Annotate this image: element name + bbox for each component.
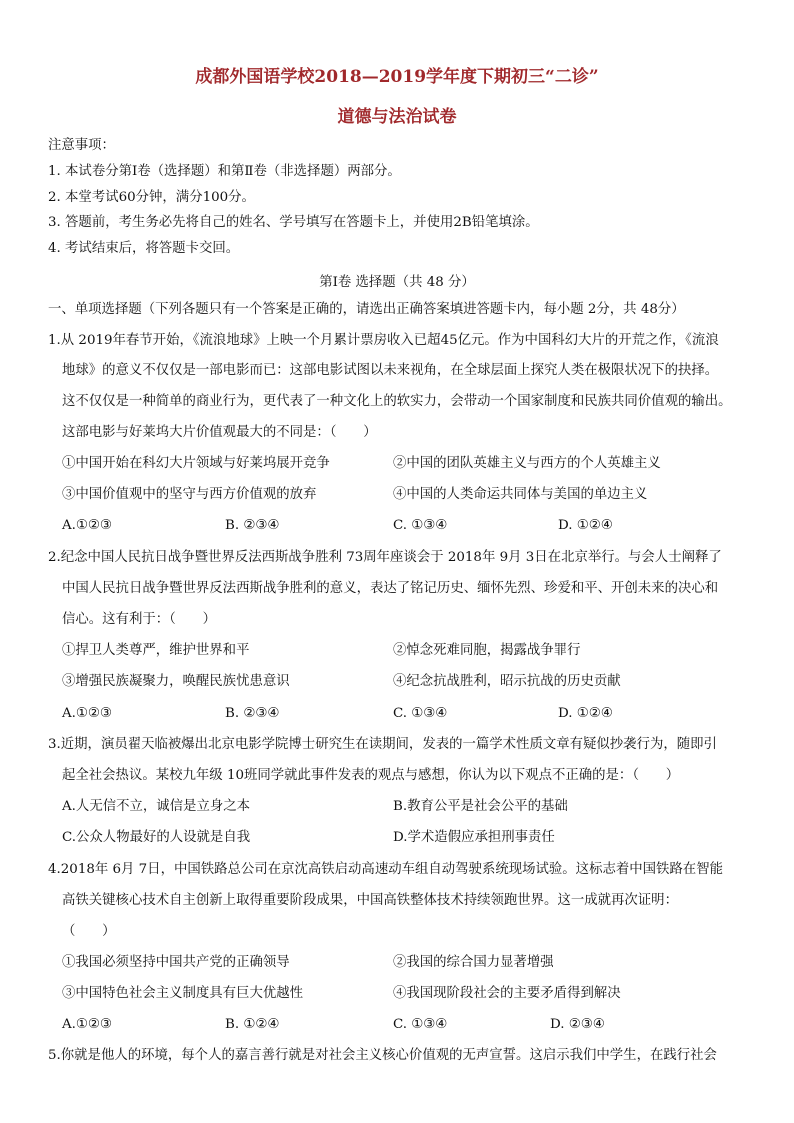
note-item: 4. 考试结束后，将答题卡交回。 bbox=[48, 241, 240, 256]
question-1-line: 地球》的意义不仅仅是一部电影而已：这部电影试图以未来视角，在全球层面上探究人类在极限状况下的抉择。 bbox=[62, 363, 719, 378]
notes-heading: 注意事项： bbox=[48, 138, 115, 153]
question-2-option: ③增强民族凝聚力，唤醒民族忧患意识 bbox=[62, 674, 290, 689]
question-1-option: ④中国的人类命运共同体与美国的单边主义 bbox=[393, 487, 648, 502]
exam-subtitle: 道德与法治试卷 bbox=[337, 107, 457, 127]
question-4-line: 4.2018年 6月 7日，中国铁路总公司在京沈高铁启动高速动车组自动驾驶系统现场试验。这标志着中国铁路在智能 bbox=[48, 862, 723, 877]
question-4-answer: D. ②③④ bbox=[550, 1017, 605, 1032]
question-2-option: ②悼念死难同胞，揭露战争罪行 bbox=[393, 643, 581, 658]
question-1-line: 这不仅仅是一种简单的商业行为，更代表了一种文化上的软实力，会带动一个国家制度和民族共同价值观的输出。 bbox=[62, 394, 732, 409]
question-1-option: ③中国价值观中的坚守与西方价值观的放弃 bbox=[62, 487, 317, 502]
question-3-line: 起全社会热议。某校九年级 10班同学就此事件发表的观点与感想，你认为以下观点不正确的是：（ ） bbox=[62, 768, 680, 783]
question-2-answer: D. ①②④ bbox=[558, 706, 613, 721]
question-1-answer: B. ②③④ bbox=[225, 518, 280, 533]
question-4-answer: C. ①③④ bbox=[393, 1017, 448, 1032]
question-1-line: 这部电影与好莱坞大片价值观最大的不同是：（ ） bbox=[62, 425, 377, 440]
question-2-answer: A.①②③ bbox=[62, 706, 112, 721]
question-4-option: ①我国必须坚持中国共产党的正确领导 bbox=[62, 955, 290, 970]
question-4-line: 高铁关键核心技术自主创新上取得重要阶段成果，中国高铁整体技术持续领跑世界。这一成就再次证明： bbox=[62, 893, 678, 908]
question-1-line: 1.从 2019年春节开始，《流浪地球》上映一个月累计票房收入已超45亿元。作为中国科幻大片的开荒之作，《流浪 bbox=[48, 333, 719, 348]
question-4-option: ③中国特色社会主义制度具有巨大优越性 bbox=[62, 986, 304, 1001]
question-4-answer: A.①②③ bbox=[62, 1017, 112, 1032]
note-item: 2. 本堂考试60分钟，满分100分。 bbox=[48, 190, 255, 205]
question-2-line: 信心。这有利于：（ ） bbox=[62, 612, 216, 627]
question-3-option: B.教育公平是社会公平的基础 bbox=[393, 799, 568, 814]
question-4-line: （ ） bbox=[62, 924, 116, 939]
question-2-line: 中国人民抗日战争暨世界反法西斯战争胜利的意义，表达了铭记历史、缅怀先烈、珍爱和平、开创未来的决心和 bbox=[62, 581, 719, 596]
question-2-answer: C. ①③④ bbox=[393, 706, 448, 721]
question-1-answer: D. ①②④ bbox=[558, 518, 613, 533]
question-2-option: ①捍卫人类尊严，维护世界和平 bbox=[62, 643, 250, 658]
question-1-option: ①中国开始在科幻大片领域与好莱坞展开竞争 bbox=[62, 456, 330, 471]
question-2-line: 2.纪念中国人民抗日战争暨世界反法西斯战争胜利 73周年座谈会于 2018年 9月 3日在北京举行。与会人士阐释了 bbox=[48, 550, 722, 565]
question-2-option: ④纪念抗战胜利，昭示抗战的历史贡献 bbox=[393, 674, 621, 689]
section-title: 第Ⅰ卷 选择题（共 48 分） bbox=[319, 275, 475, 290]
question-3-option: D.学术造假应承担刑事责任 bbox=[393, 830, 555, 845]
question-4-option: ②我国的综合国力显著增强 bbox=[393, 955, 554, 970]
question-5-line: 5.你就是他人的环境，每个人的嘉言善行就是对社会主义核心价值观的无声宣誓。这启示我们中学生，在践行社会 bbox=[48, 1048, 717, 1063]
question-3-option: A.人无信不立，诚信是立身之本 bbox=[62, 799, 251, 814]
section-instruction: 一、单项选择题（下列各题只有一个答案是正确的，请选出正确答案填进答题卡内，每小题 2分，共 48分） bbox=[48, 302, 685, 317]
note-item: 1. 本试卷分第Ⅰ卷（选择题）和第Ⅱ卷（非选择题）两部分。 bbox=[48, 164, 401, 179]
question-4-answer: B. ①②④ bbox=[225, 1017, 280, 1032]
exam-title: 成都外国语学校2018—2019学年度下期初三“二诊” bbox=[195, 67, 599, 87]
question-1-answer: A.①②③ bbox=[62, 518, 112, 533]
question-3-line: 3.近期，演员翟天临被爆出北京电影学院博士研究生在读期间，发表的一篇学术性质文章有疑似抄袭行为，随即引 bbox=[48, 737, 717, 752]
note-item: 3. 答题前，考生务必先将自己的姓名、学号填写在答题卡上，并使用2B铅笔填涂。 bbox=[48, 215, 539, 230]
question-3-option: C.公众人物最好的人设就是自我 bbox=[62, 830, 251, 845]
question-1-answer: C. ①③④ bbox=[393, 518, 448, 533]
question-4-option: ④我国现阶段社会的主要矛盾得到解决 bbox=[393, 986, 621, 1001]
question-1-option: ②中国的团队英雄主义与西方的个人英雄主义 bbox=[393, 456, 661, 471]
question-2-answer: B. ②③④ bbox=[225, 706, 280, 721]
